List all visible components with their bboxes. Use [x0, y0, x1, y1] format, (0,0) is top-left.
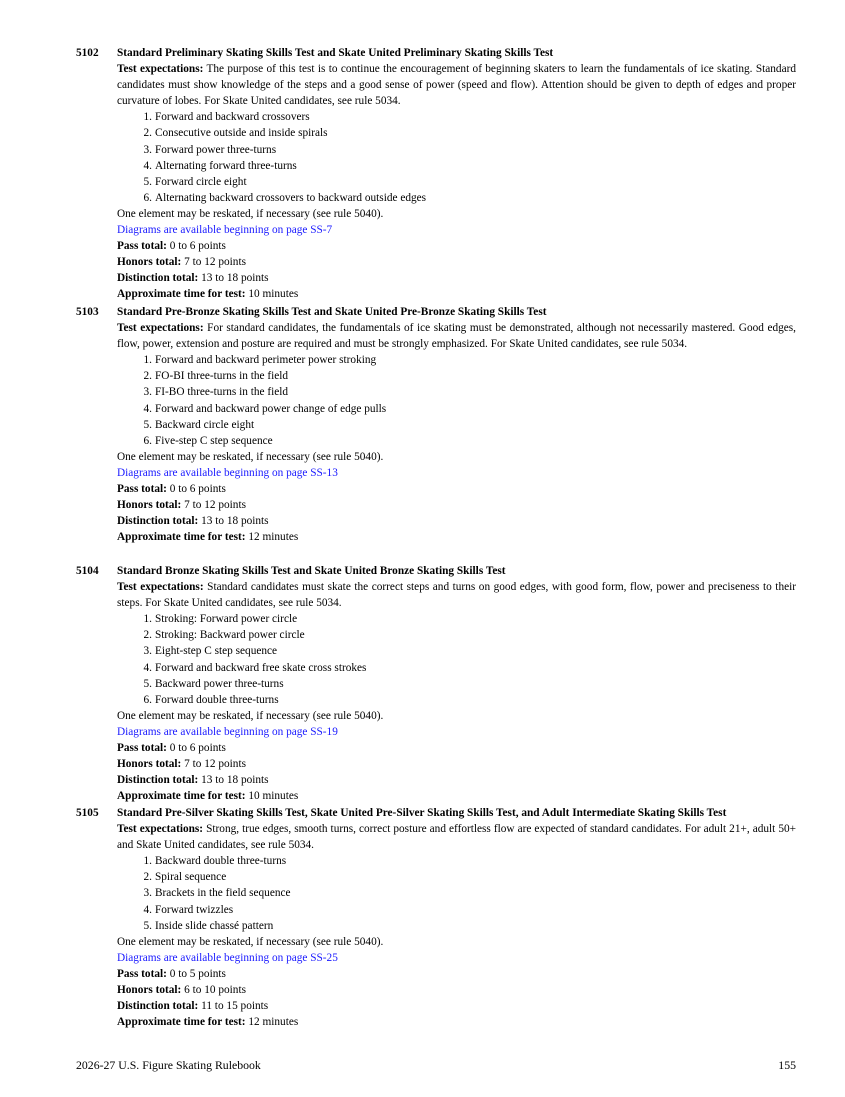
item-text: Eight-step C step sequence [155, 645, 278, 658]
item-number: 1. [143, 613, 152, 626]
item-text: Brackets in the field sequence [155, 887, 291, 900]
item-text: Forward twizzles [155, 903, 234, 916]
reskate-note: One element may be reskated, if necessary (see rule 5040). [117, 935, 384, 948]
item-number: 6. [143, 434, 152, 447]
item-number: 3. [143, 887, 152, 900]
rule-5104 [76, 563, 796, 804]
list-item [143, 433, 796, 449]
item-number: 1. [143, 354, 152, 367]
list-item [143, 918, 796, 934]
item-number: 6. [143, 191, 152, 204]
rule-5105 [76, 805, 796, 1030]
item-number: 1. [143, 855, 152, 868]
item-text: Alternating forward three-turns [155, 159, 297, 172]
pass-value: 0 to 6 points [169, 483, 226, 496]
expectations-text: Strong, true edges, smooth turns, correct posture and effortless flow are expected of standard candidates. For adult 21+, adult 50+ and Skate United candidates, see rule 5034. [117, 823, 796, 852]
list-item [143, 401, 796, 417]
item-text: Consecutive outside and inside spirals [155, 127, 328, 140]
item-text: FI-BO three-turns in the field [155, 386, 289, 399]
item-number: 2. [143, 370, 152, 383]
distinction-total [117, 513, 796, 529]
item-text: Forward circle eight [155, 175, 247, 188]
item-text: Alternating backward crossovers to backward outside edges [155, 191, 427, 204]
honors-label: Honors total: [117, 984, 182, 997]
expectations-label: Test expectations: [117, 823, 204, 836]
list-item [143, 853, 796, 869]
honors-value: 7 to 12 points [184, 256, 246, 269]
pass-total [117, 740, 796, 756]
item-number: 3. [143, 386, 152, 399]
distinction-value: 13 to 18 points [201, 774, 269, 787]
item-number: 5. [143, 919, 152, 932]
distinction-total [117, 270, 796, 286]
rule-number: 5103 [76, 306, 99, 318]
item-text: Stroking: Forward power circle [155, 613, 298, 626]
item-text: Stroking: Backward power circle [155, 629, 305, 642]
distinction-value: 11 to 15 points [201, 1000, 269, 1013]
list-item [143, 902, 796, 918]
pass-value: 0 to 6 points [169, 742, 226, 755]
rule-title: Standard Pre-Bronze Skating Skills Test and Skate United Pre-Bronze Skating Skills Test [117, 306, 547, 318]
rule-title: Standard Preliminary Skating Skills Test and Skate United Preliminary Skating Skills Test [117, 47, 554, 59]
list-item [143, 643, 796, 659]
distinction-value: 13 to 18 points [201, 515, 269, 528]
list-item [143, 627, 796, 643]
item-text: Backward power three-turns [155, 677, 284, 690]
honors-label: Honors total: [117, 499, 182, 512]
item-text: Inside slide chassé pattern [155, 919, 274, 932]
expectations-label: Test expectations: [117, 581, 204, 594]
list-item [143, 368, 796, 384]
diagrams-link[interactable]: Diagrams are available beginning on page SS-19 [117, 725, 338, 738]
element-list [117, 352, 796, 449]
element-list [117, 853, 796, 933]
rule-number: 5102 [76, 47, 99, 59]
expectations-text: For standard candidates, the fundamentals of ice skating must be demonstrated, although not necessarily mastered. Good edges, flow, power, extension and posture are required and must be strongly emphasized. For Skate United candidates, see rule 5034. [117, 322, 796, 351]
item-number: 3. [143, 645, 152, 658]
reskate-note: One element may be reskated, if necessary (see rule 5040). [117, 207, 384, 220]
item-number: 4. [143, 903, 152, 916]
honors-total [117, 497, 796, 513]
item-text: Forward and backward perimeter power stroking [155, 354, 377, 367]
item-text: Forward and backward free skate cross strokes [155, 661, 367, 674]
footer-title: 2026-27 U.S. Figure Skating Rulebook [76, 1058, 261, 1072]
item-text: Five-step C step sequence [155, 434, 273, 447]
pass-total [117, 966, 796, 982]
honors-total [117, 254, 796, 270]
diagrams-link[interactable]: Diagrams are available beginning on page SS-13 [117, 466, 338, 479]
distinction-total [117, 998, 796, 1014]
expectations-text: Standard candidates must skate the correct steps and turns on good edges, with good form, flow, power and preciseness to their steps. For Skate United candidates, see rule 5034. [117, 581, 797, 610]
list-item [143, 676, 796, 692]
rule-5102 [76, 45, 796, 303]
list-item [143, 352, 796, 368]
expectations-label: Test expectations: [117, 322, 204, 335]
time-value: 10 minutes [248, 790, 299, 803]
pass-label: Pass total: [117, 742, 167, 755]
reskate-note: One element may be reskated, if necessary (see rule 5040). [117, 450, 384, 463]
item-number: 4. [143, 159, 152, 172]
expectations-label: Test expectations: [117, 63, 204, 76]
list-item [143, 611, 796, 627]
pass-label: Pass total: [117, 483, 167, 496]
time-label: Approximate time for test: [117, 790, 246, 803]
element-list [117, 611, 796, 708]
item-text: Backward circle eight [155, 418, 255, 431]
pass-total [117, 481, 796, 497]
time-value: 10 minutes [248, 288, 299, 301]
list-item [143, 660, 796, 676]
page-number: 155 [778, 1058, 796, 1072]
item-number: 2. [143, 871, 152, 884]
rule-body [117, 45, 796, 303]
item-number: 5. [143, 175, 152, 188]
approximate-time [117, 1014, 796, 1030]
item-text: FO-BI three-turns in the field [155, 370, 289, 383]
rule-number: 5104 [76, 565, 99, 577]
honors-value: 7 to 12 points [184, 499, 246, 512]
pass-label: Pass total: [117, 240, 167, 253]
item-number: 5. [143, 677, 152, 690]
item-text: Spiral sequence [155, 871, 227, 884]
rule-body [117, 563, 796, 804]
element-list [117, 109, 796, 206]
distinction-label: Distinction total: [117, 515, 199, 528]
list-item [143, 384, 796, 400]
list-item [143, 158, 796, 174]
list-item [143, 190, 796, 206]
diagrams-link[interactable]: Diagrams are available beginning on page SS-7 [117, 224, 333, 237]
expectations-text: The purpose of this test is to continue the encouragement of beginning skaters to learn the fundamentals of ice skating. Standard candidates must show knowledge of the steps and a good sense of power (speed and flow). Attention should be given to depth of edges and proper curvature of lobes. For Skate United candidates, see rule 5034. [117, 63, 796, 108]
reskate-note: One element may be reskated, if necessary (see rule 5040). [117, 709, 384, 722]
honors-total [117, 982, 796, 998]
item-number: 4. [143, 402, 152, 415]
approximate-time [117, 788, 796, 804]
test-expectations [117, 61, 796, 109]
test-expectations [117, 579, 796, 611]
item-number: 4. [143, 661, 152, 674]
time-label: Approximate time for test: [117, 288, 246, 301]
diagrams-link[interactable]: Diagrams are available beginning on page SS-25 [117, 951, 338, 964]
pass-value: 0 to 5 points [169, 967, 226, 980]
list-item [143, 142, 796, 158]
pass-label: Pass total: [117, 967, 167, 980]
list-item [143, 692, 796, 708]
list-item [143, 417, 796, 433]
rule-title: Standard Bronze Skating Skills Test and Skate United Bronze Skating Skills Test [117, 565, 506, 577]
item-number: 6. [143, 693, 152, 706]
rule-number: 5105 [76, 807, 99, 819]
approximate-time [117, 286, 796, 302]
rule-5103 [76, 304, 796, 545]
time-value: 12 minutes [248, 1016, 299, 1029]
test-expectations [117, 821, 796, 853]
item-number: 2. [143, 127, 152, 140]
item-number: 2. [143, 629, 152, 642]
time-label: Approximate time for test: [117, 531, 246, 544]
list-item [143, 109, 796, 125]
item-number: 5. [143, 418, 152, 431]
honors-value: 6 to 10 points [184, 984, 246, 997]
distinction-label: Distinction total: [117, 272, 199, 285]
list-item [143, 885, 796, 901]
honors-label: Honors total: [117, 758, 182, 771]
distinction-value: 13 to 18 points [201, 272, 269, 285]
approximate-time [117, 529, 796, 545]
list-item [143, 125, 796, 141]
item-text: Forward and backward crossovers [155, 111, 310, 124]
test-expectations [117, 320, 796, 352]
honors-value: 7 to 12 points [184, 758, 246, 771]
item-number: 3. [143, 143, 152, 156]
pass-total [117, 238, 796, 254]
list-item [143, 869, 796, 885]
distinction-label: Distinction total: [117, 774, 199, 787]
rule-title: Standard Pre-Silver Skating Skills Test, Skate United Pre-Silver Skating Skills Test, and Adult Intermediate Skating Skills Test [117, 807, 727, 819]
item-number: 1. [143, 111, 152, 124]
time-value: 12 minutes [248, 531, 299, 544]
item-text: Forward and backward power change of edge pulls [155, 402, 387, 415]
item-text: Backward double three-turns [155, 855, 287, 868]
rule-body [117, 304, 796, 545]
honors-total [117, 756, 796, 772]
distinction-label: Distinction total: [117, 1000, 199, 1013]
pass-value: 0 to 6 points [169, 240, 226, 253]
rule-body [117, 805, 796, 1030]
distinction-total [117, 772, 796, 788]
time-label: Approximate time for test: [117, 1016, 246, 1029]
list-item [143, 174, 796, 190]
item-text: Forward power three-turns [155, 143, 277, 156]
item-text: Forward double three-turns [155, 693, 279, 706]
honors-label: Honors total: [117, 256, 182, 269]
